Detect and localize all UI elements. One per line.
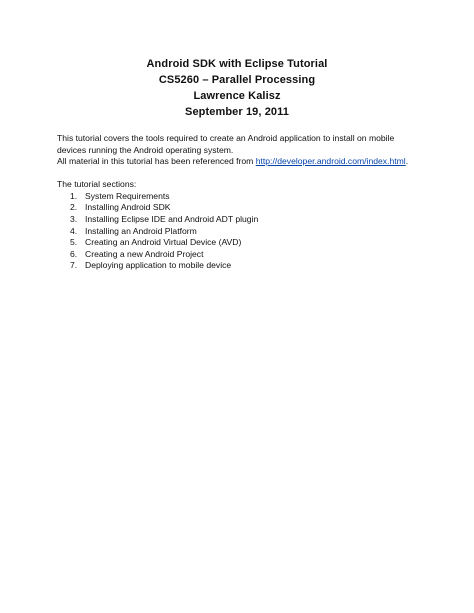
intro-line-2: devices running the Android operating system. xyxy=(57,144,234,155)
list-item xyxy=(57,214,437,226)
list-item-text: Deploying application to mobile device xyxy=(85,260,232,271)
list-item-number: 1. xyxy=(70,190,78,201)
list-item xyxy=(57,226,437,238)
document-title: Android SDK with Eclipse Tutorial xyxy=(146,58,328,70)
list-item-text: Installing Eclipse IDE and Android ADT plugin xyxy=(85,214,259,225)
list-item-number: 6. xyxy=(70,248,78,259)
list-item xyxy=(57,249,437,261)
list-item-number: 5. xyxy=(70,237,78,248)
list-item-number: 4. xyxy=(70,225,78,236)
document-title-block xyxy=(0,56,474,120)
reference-link[interactable]: http://developer.android.com/index.html xyxy=(255,156,406,167)
list-item-number: 2. xyxy=(70,202,78,213)
list-item-number: 7. xyxy=(70,260,78,271)
intro-paragraph xyxy=(57,133,437,168)
intro-line-1: This tutorial covers the tools required to create an Android application to install on mobile xyxy=(57,133,395,143)
author-name: Lawrence Kalisz xyxy=(193,90,281,102)
sections-heading: The tutorial sections: xyxy=(57,179,137,190)
list-item-text: Installing Android SDK xyxy=(85,202,171,213)
list-item-text: System Requirements xyxy=(85,190,170,201)
list-item xyxy=(57,191,437,203)
list-item-text: Creating a new Android Project xyxy=(85,248,204,259)
document-date: September 19, 2011 xyxy=(185,106,289,118)
reference-suffix: . xyxy=(405,156,409,167)
list-item xyxy=(57,237,437,249)
list-item xyxy=(57,202,437,214)
course-title: CS5260 – Parallel Processing xyxy=(158,74,316,86)
sections-list xyxy=(57,191,437,272)
list-item-number: 3. xyxy=(70,214,78,225)
list-item xyxy=(57,260,437,272)
document-body xyxy=(57,133,437,272)
sections-block xyxy=(57,179,437,272)
list-item-text: Installing an Android Platform xyxy=(85,225,197,236)
list-item-text: Creating an Android Virtual Device (AVD) xyxy=(85,237,242,248)
reference-prefix: All material in this tutorial has been referenced from xyxy=(57,156,256,167)
